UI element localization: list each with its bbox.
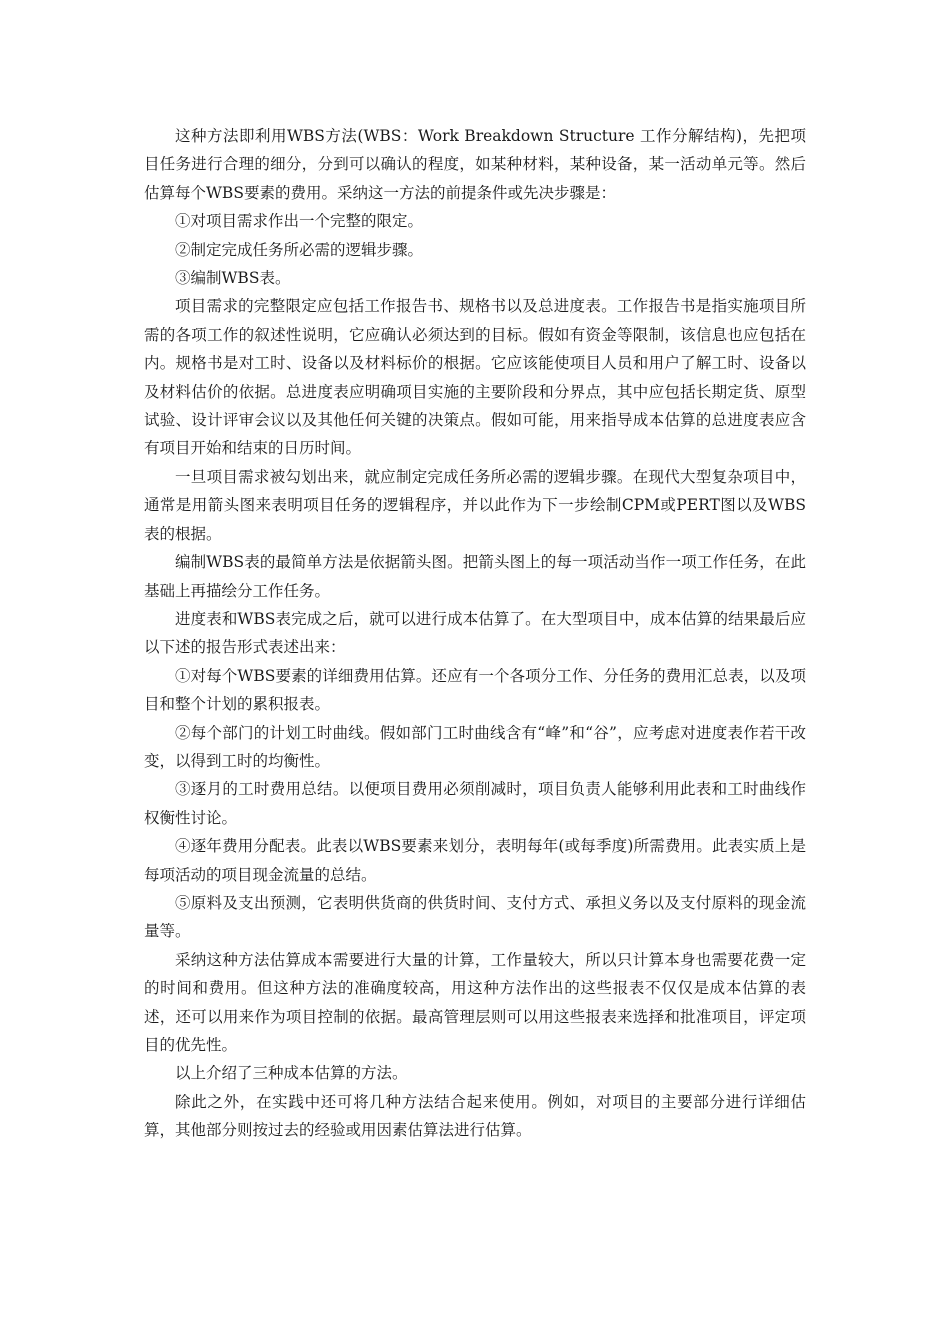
paragraph-wbs-method: 编制WBS表的最简单方法是依据箭头图。把箭头图上的每一项活动当作一项工作任务，在此基础上再描绘分工作任务。 [144,553,806,600]
list-item-logic-steps: ②制定完成任务所必需的逻辑步骤。 [175,240,424,259]
paragraph-requirement-definition: 项目需求的完整限定应包括工作报告书、规格书以及总进度表。工作报告书是指实施项目所需的各项工作的叙述性说明，它应确认必须达到的目标。假如有资金等限制，该信息也应包括在内。规格书是对工时、设备以及材料标价的根据。它应该能使项目人员和用户了解工时、设备以及材料估价的依据。总进度表应明确项目实施的主要阶段和分界点，其中应包括长期定货、原型试验、设计评审会议以及其他任何关键的决策点。假如可能，用来指导成本估算的总进度表应含有项目开始和结束的日历时间。 [144,297,806,458]
list-item-material-forecast: ⑤原料及支出预测，它表明供货商的供货时间、支付方式、承担义务以及支付原料的现金流量等。 [144,893,806,941]
paragraph-summary: 以上介绍了三种成本估算的方法。 [175,1064,408,1083]
list-item-wbs-table: ③编制WBS表。 [175,269,291,288]
list-item-monthly-summary: ③逐月的工时费用总结。以便项目费用必须削减时，项目负责人能够利用此表和工时曲线作权衡性讨论。 [144,780,806,827]
paragraph-wbs-intro: 这种方法即利用WBS方法(WBS：Work Breakdown Structure 工作分解结构)，先把项目任务进行合理的细分，分到可以确认的程度，如某种材料，某种设备，某一活动单元等。然后估算每个WBS要素的费用。采纳这一方法的前提条件或先决步骤是： [144,127,806,202]
paragraph-method-evaluation: 采纳这种方法估算成本需要进行大量的计算，工作量较大，所以只计算本身也需要花费一定的时间和费用。但这种方法的准确度较高，用这种方法作出的这些报表不仅仅是成本估算的表述，还可以用来作为项目控制的依据。最高管理层则可以用这些报表来选择和批准项目，评定项目的优先性。 [144,950,806,1054]
list-item-detailed-estimate: ①对每个WBS要素的详细费用估算。还应有一个各项分工作、分任务的费用汇总表，以及项目和整个计划的累积报表。 [144,666,806,714]
paragraph-cost-report-intro: 进度表和WBS表完成之后，就可以进行成本估算了。在大型项目中，成本估算的结果最后应以下述的报告形式表述出来： [144,609,806,657]
list-item-labor-curve: ②每个部门的计划工时曲线。假如部门工时曲线含有“峰”和“谷”，应考虑对进度表作若干改变，以得到工时的均衡性。 [144,723,806,770]
paragraph-logic-steps: 一旦项目需求被勾划出来，就应制定完成任务所必需的逻辑步骤。在现代大型复杂项目中，通常是用箭头图来表明项目任务的逻辑程序，并以此作为下一步绘制CPM或PERT图以及WBS表的根据。 [144,467,806,543]
document-body [144,122,806,1145]
paragraph-combined-methods: 除此之外，在实践中还可将几种方法结合起来使用。例如，对项目的主要部分进行详细估算，其他部分则按过去的经验或用因素估算法进行估算。 [144,1092,806,1140]
list-item-annual-allocation: ④逐年费用分配表。此表以WBS要素来划分，表明每年(或每季度)所需费用。此表实质上是每项活动的项目现金流量的总结。 [144,837,806,884]
list-item-requirement: ①对项目需求作出一个完整的限定。 [175,212,424,231]
